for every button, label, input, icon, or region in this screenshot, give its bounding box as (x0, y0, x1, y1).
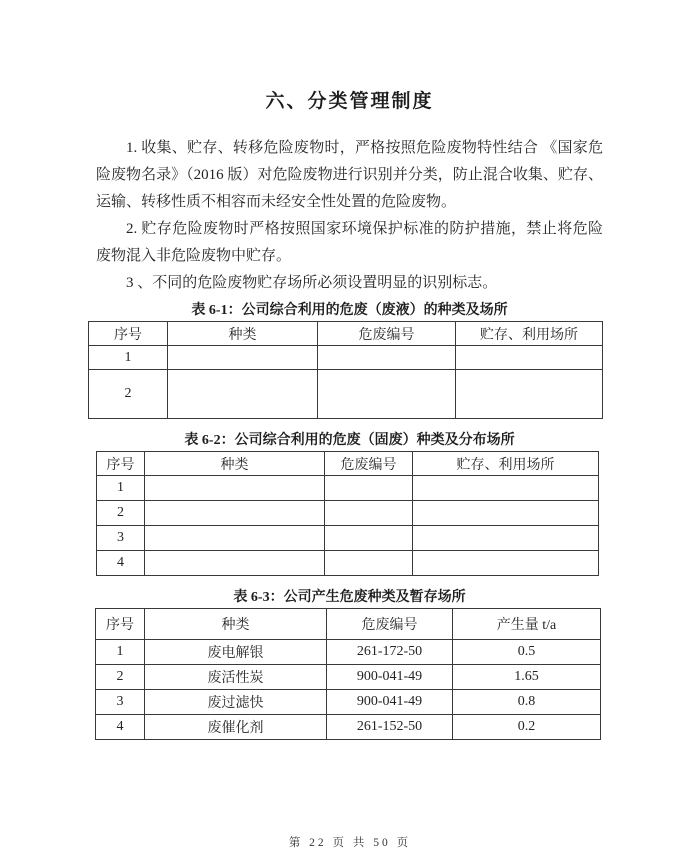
table-row (89, 346, 603, 370)
table-cell: 900-041-49 (327, 690, 453, 715)
table-cell: 0.8 (453, 690, 601, 715)
table-cell: 1.65 (453, 665, 601, 690)
table-row (97, 501, 599, 526)
column-header: 种类 (145, 452, 325, 476)
column-header: 序号 (89, 322, 168, 346)
table-cell: 废过滤快 (145, 690, 327, 715)
table-cell: 废活性炭 (145, 665, 327, 690)
table-6-2 (96, 451, 599, 576)
paragraph-1: 1. 收集、贮存、转移危险废物时，严格按照危险废物特性结合 《国家危险废物名录》（2016 版）对危险废物进行识别并分类，防止混合收集、贮存、运输、转移性质不相容而未经安全性处置的危险废物。 (96, 140, 603, 210)
table-cell (413, 501, 599, 526)
table-row (96, 715, 601, 740)
table-cell: 900-041-49 (327, 665, 453, 690)
column-header: 贮存、利用场所 (456, 322, 603, 346)
table-row (97, 551, 599, 576)
table-cell (413, 551, 599, 576)
table-cell: 4 (97, 551, 145, 576)
table-cell (168, 370, 318, 419)
table-header-row (97, 452, 599, 476)
table-row (97, 476, 599, 501)
table-cell (318, 346, 456, 370)
table-cell (145, 526, 325, 551)
table-cell (318, 370, 456, 419)
table-row (96, 640, 601, 665)
table-6-1-caption: 表 6-1：公司综合利用的危废（废液）的种类及场所 (191, 303, 508, 318)
table-6-2-caption: 表 6-2：公司综合利用的危废（固废）种类及分布场所 (184, 433, 515, 448)
column-header: 序号 (97, 452, 145, 476)
column-header: 产生量 t/a (453, 609, 601, 640)
page-number: 第 22 页 共 50 页 (288, 837, 412, 849)
table-cell: 1 (96, 640, 145, 665)
column-header: 种类 (145, 609, 327, 640)
table-cell: 废电解银 (145, 640, 327, 665)
table-cell: 3 (96, 690, 145, 715)
column-header: 危废编号 (318, 322, 456, 346)
table-header-row (89, 322, 603, 346)
table-cell (456, 346, 603, 370)
table-row (96, 665, 601, 690)
table-cell (325, 551, 413, 576)
table-cell: 1 (89, 346, 168, 370)
column-header: 危废编号 (327, 609, 453, 640)
table-cell: 261-152-50 (327, 715, 453, 740)
table-header-row (96, 609, 601, 640)
table-cell: 0.2 (453, 715, 601, 740)
table-6-3-caption: 表 6-3：公司产生危废种类及暂存场所 (233, 590, 466, 605)
table-cell (413, 526, 599, 551)
table-6-3 (95, 608, 601, 740)
table-cell (145, 501, 325, 526)
table-cell: 2 (97, 501, 145, 526)
column-header: 种类 (168, 322, 318, 346)
table-row (89, 370, 603, 419)
paragraph-3: 3 、不同的危险废物贮存场所必须设置明显的识别标志。 (126, 275, 498, 291)
page-title: 六、分类管理制度 (265, 91, 434, 112)
paragraph-2: 2. 贮存危险废物时严格按照国家环境保护标准的防护措施，禁止将危险废物混入非危险废物中贮存。 (96, 221, 603, 264)
table-cell (325, 476, 413, 501)
table-cell (325, 501, 413, 526)
table-cell (325, 526, 413, 551)
table-cell: 0.5 (453, 640, 601, 665)
table-cell (168, 346, 318, 370)
column-header: 序号 (96, 609, 145, 640)
table-cell: 3 (97, 526, 145, 551)
table-cell (145, 476, 325, 501)
table-cell: 2 (89, 370, 168, 419)
table-cell: 废催化剂 (145, 715, 327, 740)
table-cell: 2 (96, 665, 145, 690)
table-cell (456, 370, 603, 419)
table-row (96, 690, 601, 715)
table-6-1 (88, 321, 603, 419)
column-header: 贮存、利用场所 (413, 452, 599, 476)
table-cell: 1 (97, 476, 145, 501)
table-cell (413, 476, 599, 501)
table-row (97, 526, 599, 551)
table-cell: 261-172-50 (327, 640, 453, 665)
table-cell (145, 551, 325, 576)
table-cell: 4 (96, 715, 145, 740)
column-header: 危废编号 (325, 452, 413, 476)
